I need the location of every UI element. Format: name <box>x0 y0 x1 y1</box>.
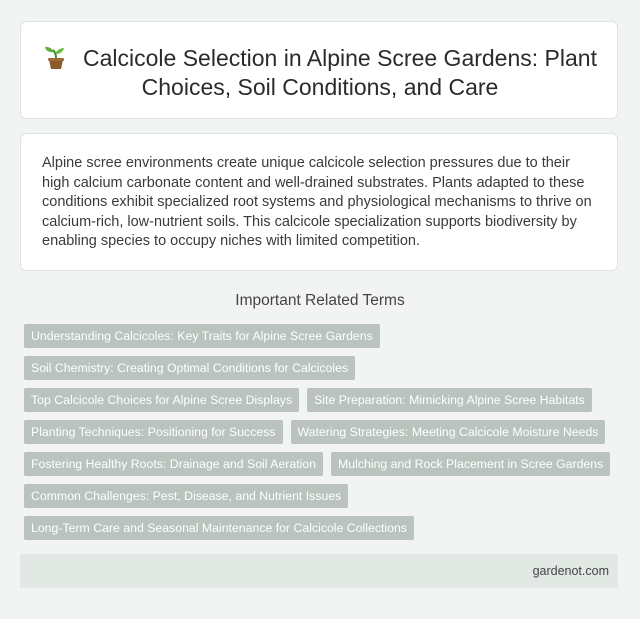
footer-site-link[interactable]: gardenot.com <box>532 564 609 578</box>
term-row <box>24 516 620 540</box>
term-row <box>24 484 620 508</box>
term-row <box>24 452 620 476</box>
term-row <box>24 356 620 380</box>
intro-card <box>20 133 618 271</box>
term-tag[interactable]: Mulching and Rock Placement in Scree Gardens <box>331 452 610 476</box>
term-tag[interactable]: Top Calcicole Choices for Alpine Scree Displays <box>24 388 299 412</box>
footer-bar <box>20 554 618 588</box>
term-tag[interactable]: Long-Term Care and Seasonal Maintenance for Calcicole Collections <box>24 516 414 540</box>
term-tag[interactable]: Soil Chemistry: Creating Optimal Conditions for Calcicoles <box>24 356 355 380</box>
sprout-icon <box>43 44 69 70</box>
title-card <box>20 21 618 119</box>
page-title-text: Calcicole Selection in Alpine Scree Gardens: Plant Choices, Soil Conditions, and Care <box>83 45 597 100</box>
term-tag[interactable]: Understanding Calcicoles: Key Traits for Alpine Scree Gardens <box>24 324 380 348</box>
intro-paragraph: Alpine scree environments create unique calcicole selection pressures due to their high calcium carbonate content and well-drained substrates. Plants adapted to these conditions exhibit specialized root systems and physiological mechanisms to thrive on calcium-rich, low-nutrient soils. This calcicole specialization supports biodiversity by enabling species to occupy niches with limited competition. <box>42 155 592 249</box>
term-tag[interactable]: Watering Strategies: Meeting Calcicole Moisture Needs <box>291 420 606 444</box>
related-terms-list <box>24 324 620 548</box>
term-row <box>24 388 620 412</box>
related-terms-heading: Important Related Terms <box>235 292 405 309</box>
term-row <box>24 324 620 348</box>
term-tag[interactable]: Planting Techniques: Positioning for Success <box>24 420 283 444</box>
term-tag[interactable]: Site Preparation: Mimicking Alpine Scree Habitats <box>307 388 592 412</box>
term-tag[interactable]: Common Challenges: Pest, Disease, and Nutrient Issues <box>24 484 348 508</box>
term-tag[interactable]: Fostering Healthy Roots: Drainage and Soil Aeration <box>24 452 323 476</box>
page-title <box>21 44 619 102</box>
term-row <box>24 420 620 444</box>
